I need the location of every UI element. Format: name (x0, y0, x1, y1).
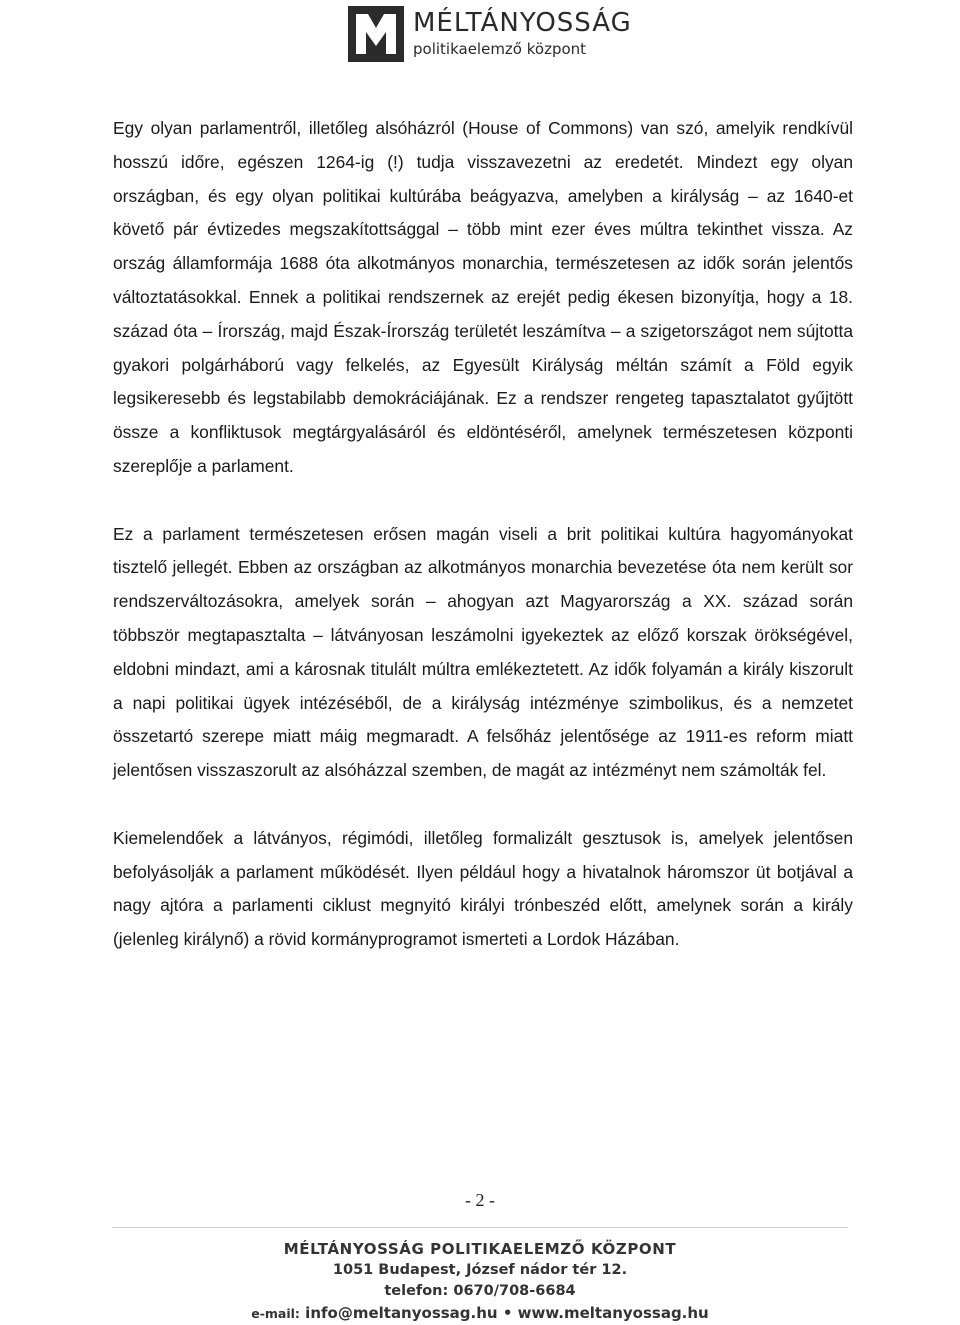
page-header (348, 6, 648, 64)
logo-subtitle: politikaelemző központ (413, 40, 587, 58)
logo-name: MÉLTÁNYOSSÁG (413, 8, 632, 38)
page-footer (0, 1238, 960, 1325)
footer-email-label: e-mail: (251, 1306, 300, 1321)
footer-divider (112, 1227, 848, 1228)
footer-address: 1051 Budapest, József nádor tér 12. (332, 1262, 628, 1278)
footer-email-link[interactable]: info@meltanyossag.hu (305, 1304, 498, 1322)
meltanyossag-logo-icon (348, 6, 404, 62)
footer-phone: telefon: 0670/708-6684 (384, 1283, 576, 1299)
paragraph-2: Ez a parlament természetesen erősen magán viseli a brit politikai kultúra hagyományokat tisztelő jellegét. Ebben az országban az alkotmányos monarchia bevezetése óta nem került sor rendszerváltozásokra, amelyek során – ahogyan azt Magyarország a XX. század során többször megtapasztalta – látványosan leszámolni igyekeztek az előző korszak örökségével, eldobni mindazt, ami a károsnak titulált múltra emlékeztetett. Az idők folyamán a király kiszorult a napi politikai ügyek intézéséből, de a királyság intézménye szimbolikus, és a nemzetet összetartó szerepe miatt máig megmaradt. A felsőház jelentősége az 1911-es reform miatt jelentősen visszaszorult az alsóházzal szemben, de magát az intézményt nem számolták fel. (113, 523, 853, 781)
paragraph-3: Kiemelendőek a látványos, régimódi, illetőleg formalizált gesztusok is, amelyek jelentősen befolyásolják a parlament működését. Ilyen például hogy a hivatalnok háromszor üt botjával a nagy ajtóra a parlamenti ciklust megnyitó királyi trónbeszéd előtt, amelynek során a király (jelenleg királynő) a rövid kormányprogramot ismerteti a Lordok Házában. (113, 827, 853, 950)
paragraph-1: Egy olyan parlamentről, illetőleg alsóházról (House of Commons) van szó, amelyik rendkívül hosszú időre, egészen 1264-ig (!) tudja visszavezetni az eredetét. Mindezt egy olyan országban, és egy olyan politikai kultúrába beágyazva, amelyben a királyság – az 1640-et követő pár évtizedes megszakítottsággal – több mint ezer éves múltra tekinthet vissza. Az ország államformája 1688 óta alkotmányos monarchia, természetesen az idők során jelentős változtatásokkal. Ennek a politikai rendszernek az erejét pedig ékesen bizonyítja, hogy a 18. század óta – Írország, majd Észak-Írország területét leszámítva – a szigetországot nem sújtotta gyakori polgárháború vagy felkelés, az Egyesült Királyság méltán számít a Föld egyik legsikeresebb és legstabilabb demokráciájának. Ez a rendszer rengeteg tapasztalatot gyűjtött össze a konfliktusok megtárgyalásáról és eldöntéséről, amelynek természetesen központi szereplője a parlament. (113, 118, 853, 476)
document-body (113, 112, 853, 957)
footer-website-link[interactable]: www.meltanyossag.hu (517, 1304, 709, 1322)
footer-organization: MÉLTÁNYOSSÁG POLITIKAELEMZŐ KÖZPONT (283, 1240, 677, 1258)
footer-contact (0, 1302, 960, 1325)
footer-separator: • (502, 1304, 513, 1322)
page-number: - 2 - (465, 1190, 495, 1210)
logo-wordmark (413, 6, 632, 58)
